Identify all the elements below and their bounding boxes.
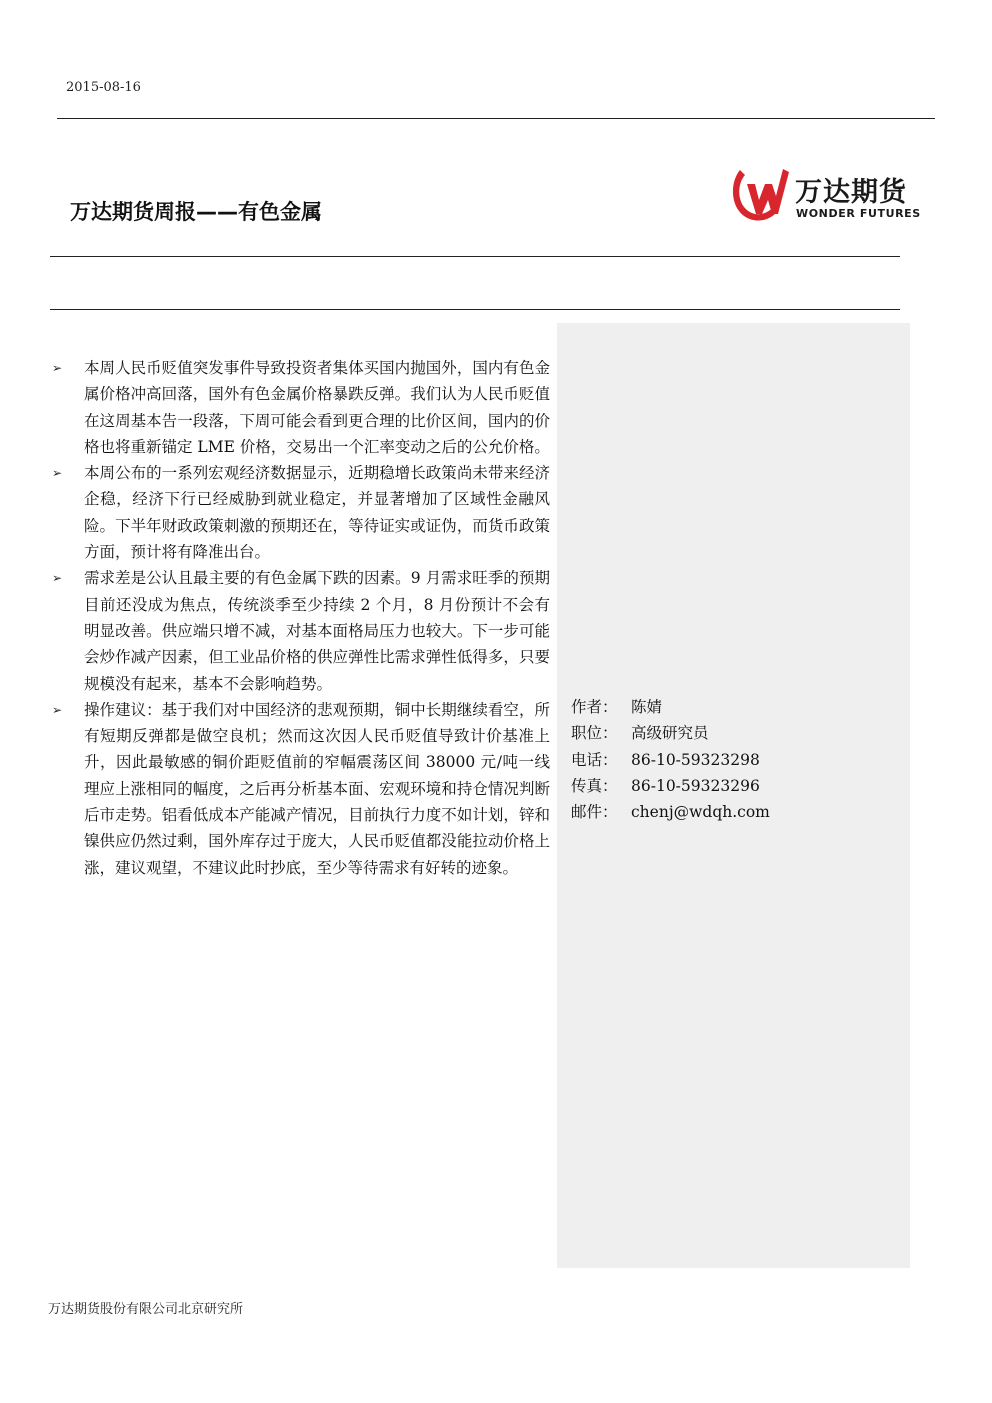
fax-number: 86-10-59323296 — [631, 776, 760, 795]
summary-bullet — [50, 565, 550, 696]
email-label: 邮件： — [571, 803, 618, 822]
arrow-bullet-icon: ➢ — [52, 466, 63, 481]
author-label: 作者： — [571, 698, 618, 716]
bullet-text: 操作建议：基于我们对中国经济的悲观预期，铜中长期继续看空，所有短期反弹都是做空良机；然而这次因人民币贬值导致计价基准上升，因此最敏感的铜价距贬值前的窄幅震荡区间 38000 元/吨一线理应上涨相同的幅度，之后再分析基本面、宏观环境和持仓情况判断后市走势。铝看低成本产能减产情况，目前执行力度不如计划，锌和镍供应仍然过剩，国外库存过于庞大，人民币贬值都没能拉动价格上涨，建议观望，不建议此时抄底，至少等待需求有好转的迹象。 — [84, 700, 550, 877]
arrow-bullet-icon: ➢ — [52, 571, 63, 586]
author-name: 陈婧 — [631, 698, 663, 716]
summary-bullet — [50, 460, 550, 565]
contact-row-phone — [571, 747, 770, 773]
email-address[interactable]: chenj@wdqh.com — [631, 803, 770, 822]
bullet-text: 本周人民币贬值突发事件导致投资者集体买国内抛国外，国内有色金属价格冲高回落，国外有色金属价格暴跌反弹。我们认为人民币贬值在这周基本告一段落，下周可能会看到更合理的比价区间，国内的价格也将重新锚定 LME 价格，交易出一个汇率变动之后的公允价格。 — [84, 359, 550, 456]
company-logo — [728, 160, 938, 226]
footer-org: 万达期货股份有限公司北京研究所 — [48, 1302, 244, 1317]
summary-bullet-list — [50, 355, 550, 881]
contact-info — [571, 694, 770, 825]
title-divider-lower — [50, 309, 900, 310]
logo-chinese-text: 万达期货 — [795, 177, 907, 208]
arrow-bullet-icon: ➢ — [52, 361, 63, 375]
fax-label: 传真： — [571, 776, 618, 795]
logo-english-text: WONDER FUTURES — [796, 207, 921, 220]
report-title: 万达期货周报——有色金属 — [70, 200, 322, 224]
bullet-text: 本周公布的一系列宏观经济数据显示，近期稳增长政策尚未带来经济企稳，经济下行已经威胁到就业稳定，并显著增加了区域性金融风险。下半年财政政策刺激的预期还在，等待证实或证伪，而货币政策方面，预计将有降准出台。 — [84, 464, 550, 562]
phone-number: 86-10-59323298 — [631, 750, 760, 769]
author-position: 高级研究员 — [631, 724, 709, 743]
contact-row-position — [571, 720, 770, 746]
title-divider-upper — [50, 256, 900, 257]
position-label: 职位： — [571, 724, 618, 743]
summary-bullet — [50, 355, 550, 460]
report-date: 2015-08-16 — [66, 80, 141, 95]
contact-row-fax — [571, 773, 770, 799]
contact-row-author — [571, 694, 770, 720]
wonder-logo-icon — [728, 160, 790, 226]
bullet-text: 需求差是公认且最主要的有色金属下跌的因素。9 月需求旺季的预期目前还没成为焦点，传统淡季至少持续 2 个月，8 月份预计不会有明显改善。供应端只增不减，对基本面格局压力也较大。下一步可能会炒作减产因素，但工业品价格的供应弹性比需求弹性低得多，只要规模没有起来，基本不会影响趋势。 — [84, 569, 550, 693]
phone-label: 电话： — [571, 750, 618, 769]
header-divider — [57, 118, 935, 119]
arrow-bullet-icon: ➢ — [52, 702, 63, 717]
author-sidebar — [557, 323, 910, 1268]
contact-row-email — [571, 799, 770, 825]
summary-bullet — [50, 697, 550, 881]
